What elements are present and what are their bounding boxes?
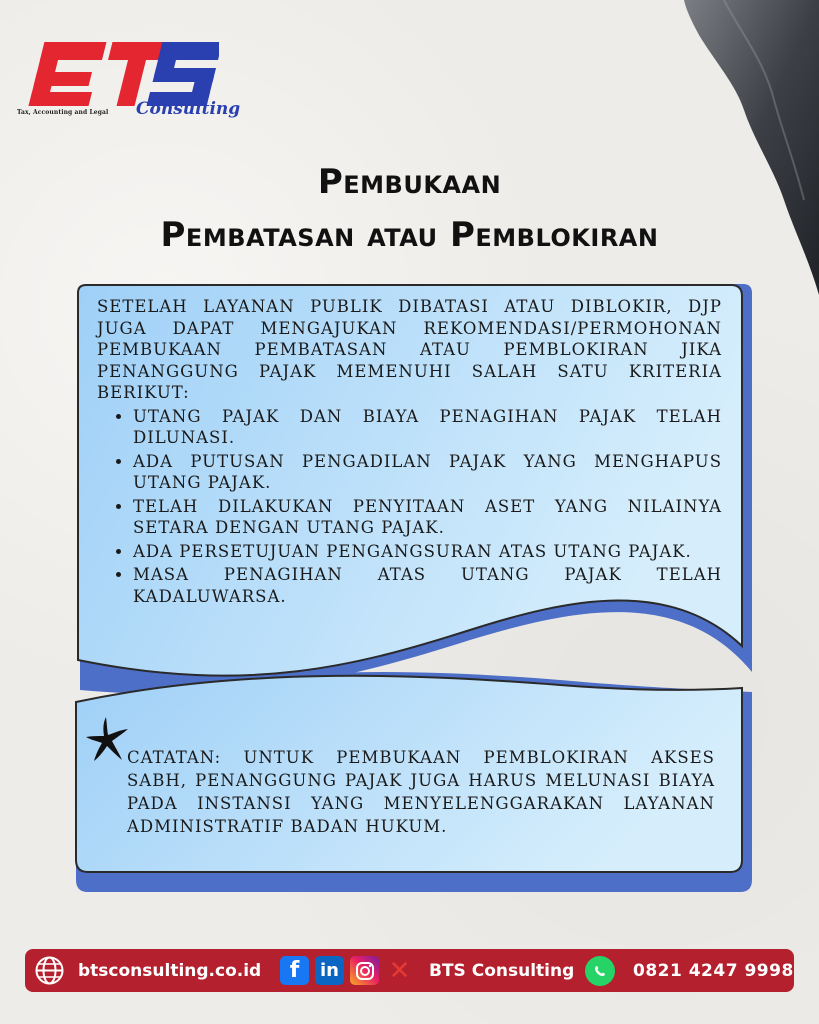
x-icon[interactable]: ✕ [388,955,411,986]
page-title-line1: Pembukaan [317,162,502,202]
star-doodle-icon [84,713,132,763]
list-item: • UTANG PAJAK DAN BIAYA PENAGIHAN PAJAK TELAH DILUNASI. [133,406,722,449]
note-text: CATATAN: UNTUK PEMBUKAAN PEMBLOKIRAN AKSES SABH, PENANGGUNG PAJAK JUGA HARUS MELUNASI BIAYA PADA INSTANSI YANG MENYELENGGARAKAN LAYANAN ADMINISTRATIF BADAN HUKUM. [127,748,715,836]
website-link[interactable]: btsconsulting.co.id [78,960,262,981]
page-title-line2: Pembatasan atau Pemblokiran [160,215,659,255]
list-item: • ADA PUTUSAN PENGADILAN PAJAK YANG MENGHAPUS UTANG PAJAK. [133,451,722,494]
facebook-icon[interactable]: f [280,956,309,985]
brand-name: BTS Consulting [429,960,575,981]
logo-tagline: Tax, Accounting and Legal [17,109,109,116]
criteria-list [97,406,722,608]
intro-text: SETELAH LAYANAN PUBLIK DIBATASI ATAU DIBLOKIR, DJP JUGA DAPAT MENGAJUKAN REKOMENDASI/PERMOHONAN PEMBUKAAN PEMBATASAN ATAU PEMBLOKIRAN JIKA PENANGGUNG PAJAK MEMENUHI SALAH SATU KRITERIA BERIKUT: [97,297,722,402]
instagram-icon[interactable] [350,956,379,985]
whatsapp-icon[interactable] [585,956,615,986]
list-item: • ADA PERSETUJUAN PENGANGSURAN ATAS UTANG PAJAK. [133,541,722,563]
main-card-content [97,296,722,609]
footer-bar [25,949,794,992]
list-item: • MASA PENAGIHAN ATAS UTANG PAJAK TELAH KADALUWARSA. [133,564,722,607]
list-item: • TELAH DILAKUKAN PENYITAAN ASET YANG NILAINYA SETARA DENGAN UTANG PAJAK. [133,496,722,539]
phone-number[interactable]: 0821 4247 9998 [633,960,794,981]
globe-icon [34,955,65,986]
linkedin-icon[interactable]: in [315,956,344,985]
logo-subtitle: Consulting [136,99,241,119]
